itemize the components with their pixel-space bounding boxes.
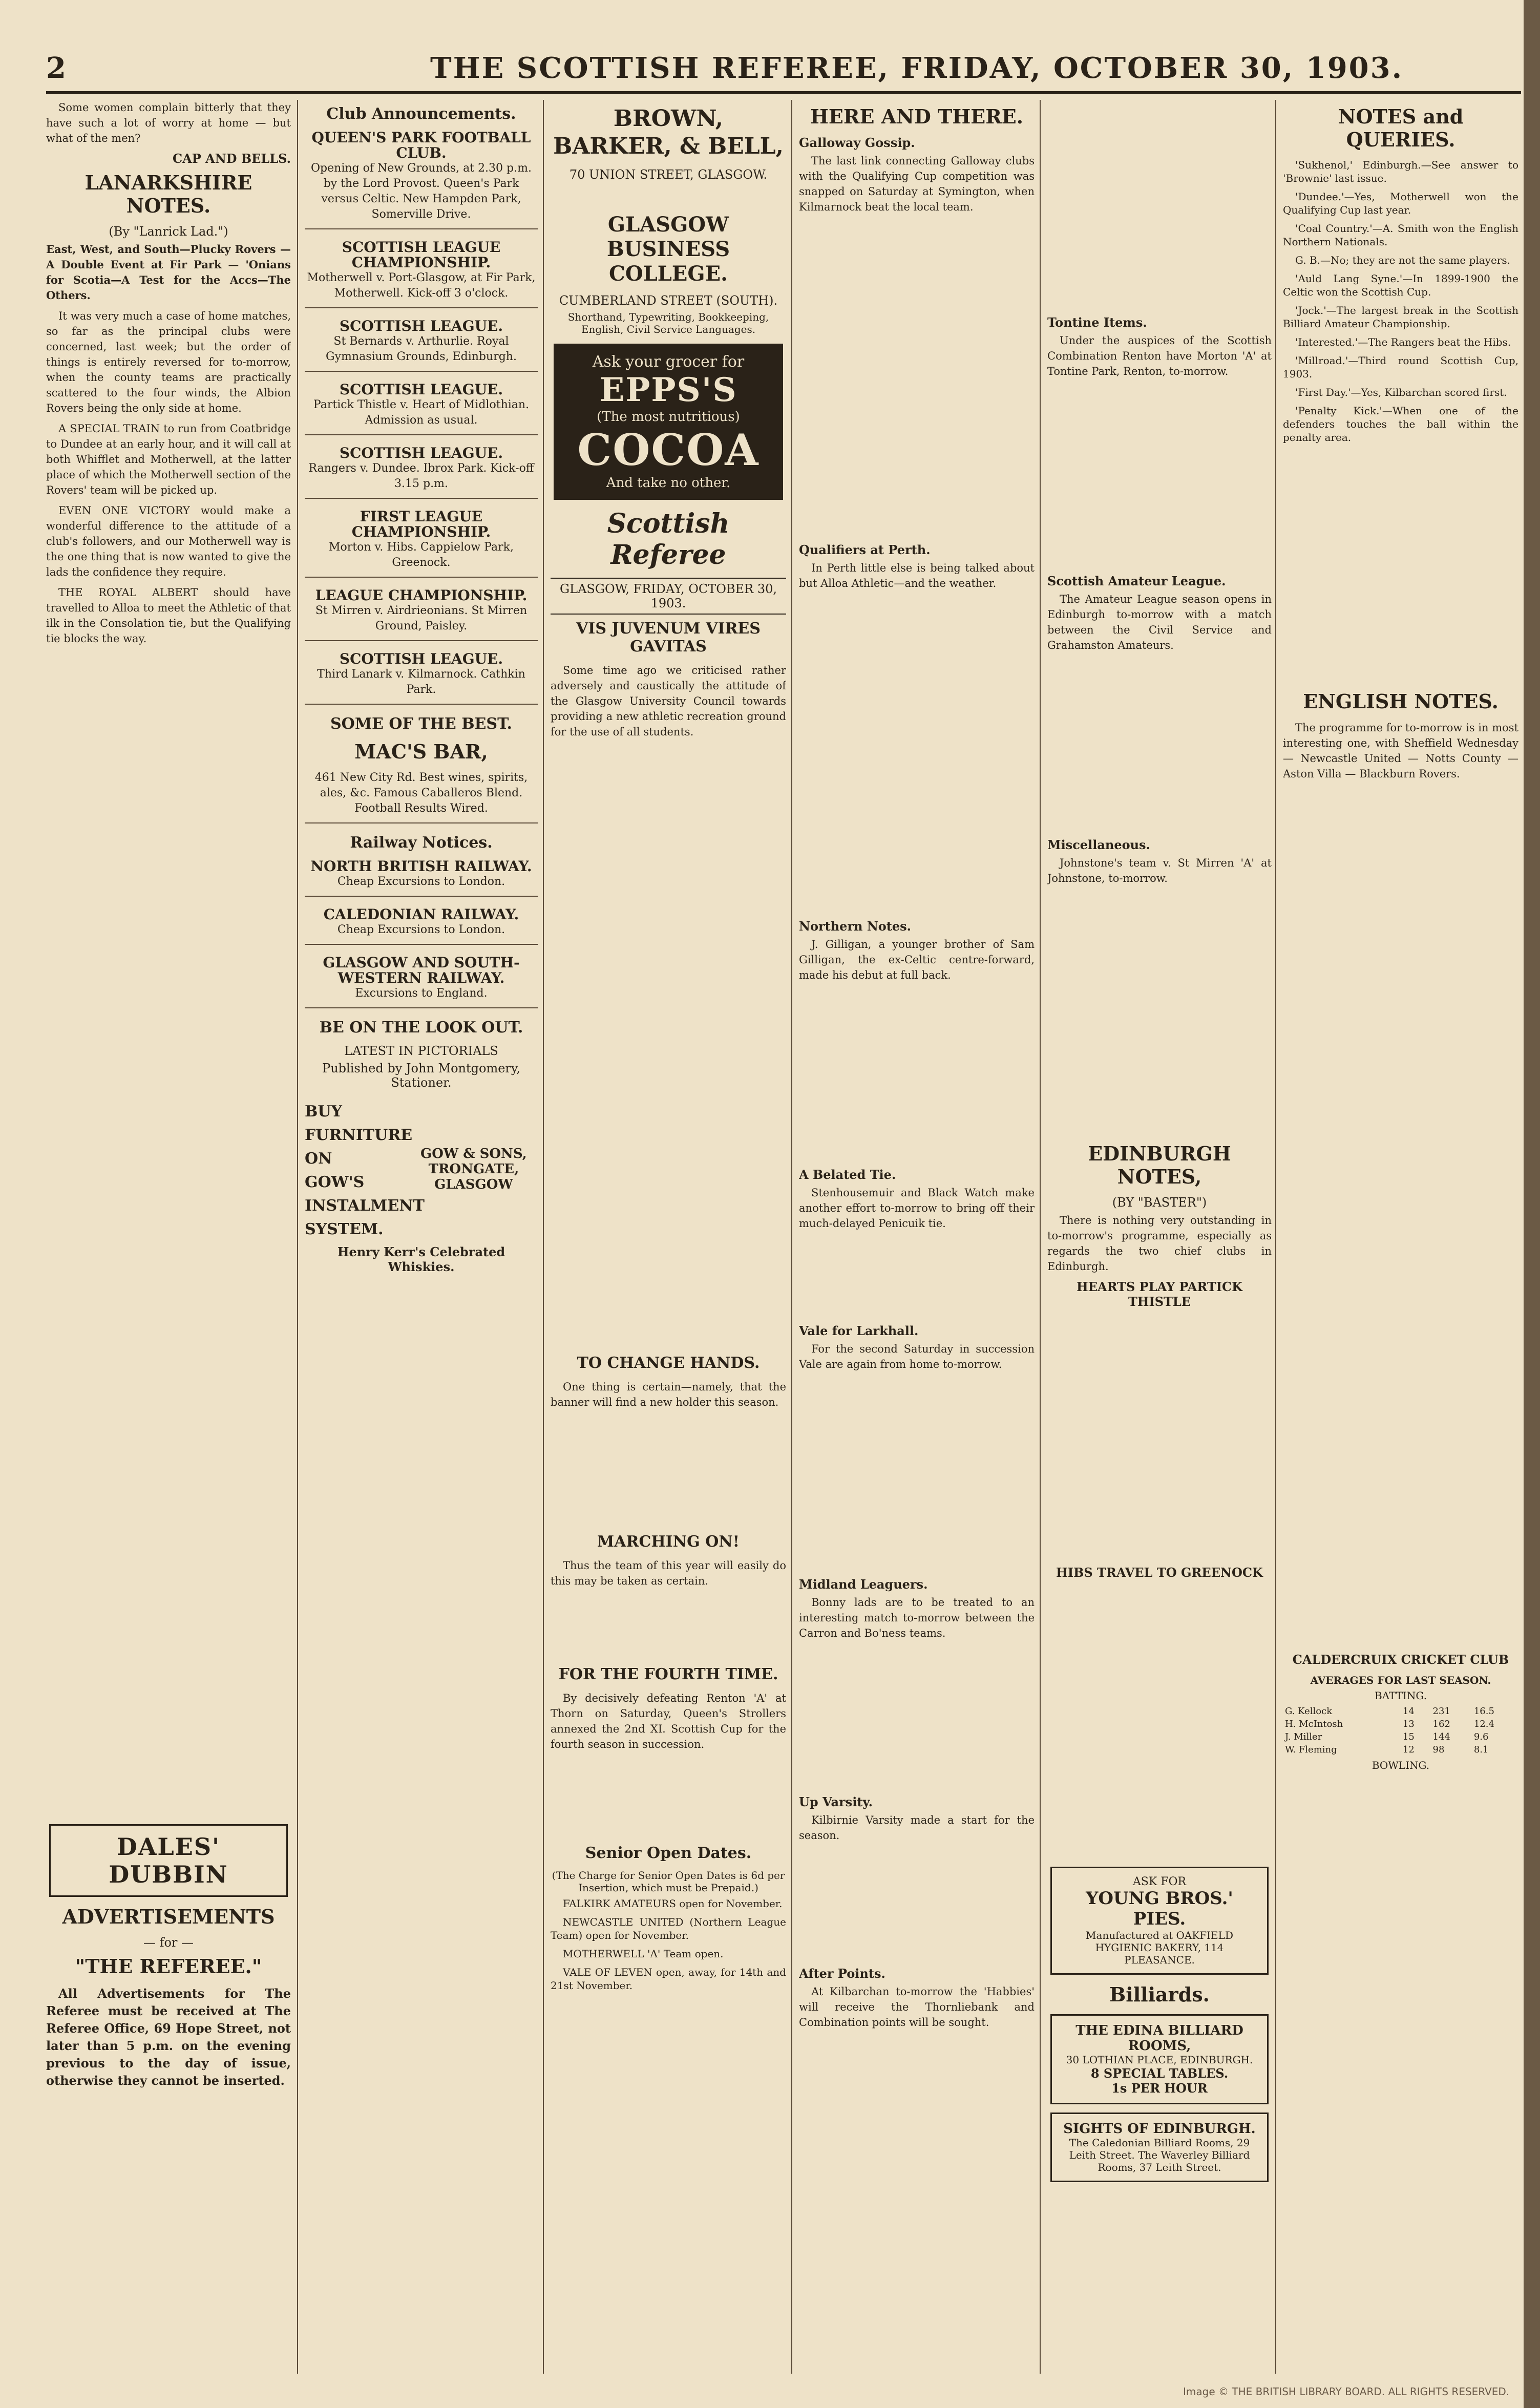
intro-text: Some women complain bitterly that they have such a lot of worry at home — but what of the men?	[46, 101, 291, 144]
gow-ad	[305, 1100, 538, 1241]
edina-address: 30 LOTHIAN PLACE, EDINBURGH.	[1066, 2054, 1253, 2066]
column-rule	[1040, 100, 1041, 2374]
brown-address: 70 UNION STREET, GLASGOW.	[569, 167, 768, 182]
club-notice	[305, 446, 538, 499]
club-notice	[305, 240, 538, 308]
railway-notice-name: GLASGOW AND SOUTH-WESTERN RAILWAY.	[323, 954, 520, 986]
section-text: The last link connecting Galloway clubs with the Qualifying Cup competition was snapped on Saturday at Symington, when Kilmarnock beat the local team.	[799, 155, 1035, 213]
club-notice-text: Motherwell v. Port-Glasgow, at Fir Park, Motherwell. Kick-off 3 o'clock.	[307, 271, 536, 300]
table-row	[1283, 1705, 1518, 1718]
club-notice-name: SCOTTISH LEAGUE CHAMPIONSHIP.	[342, 239, 501, 271]
macs-bar-title: MAC'S BAR,	[354, 740, 488, 763]
cocoa-word: COCOA	[577, 425, 760, 475]
railway-notice	[305, 907, 538, 945]
club-notice-text: St Mirren v. Airdrieonians. St Mirren Ground, Paisley.	[315, 604, 528, 632]
some-of-the-best: SOME OF THE BEST.	[330, 715, 512, 733]
column-rule	[297, 100, 298, 2374]
vis-juvenum-title: VIS JUVENUM VIRES GAVITAS	[576, 620, 761, 656]
pictorials-title: LATEST IN PICTORIALS	[344, 1044, 498, 1058]
brown-barker-bell: BROWN, BARKER, & BELL,	[553, 105, 784, 159]
runs: 231	[1432, 1706, 1450, 1717]
buy-word: INSTALMENT	[305, 1197, 425, 1215]
query-item: 'Millroad.'—Third round Scottish Cup, 1903.	[1283, 354, 1518, 380]
section-text: Johnstone's team v. St Mirren 'A' at Johnstone, to-morrow.	[1047, 857, 1272, 884]
club-notice-text: Third Lanark v. Kilmarnock. Cathkin Park.	[317, 668, 525, 696]
section-heading: Qualifiers at Perth.	[799, 542, 931, 557]
scottish-referee-logo: Scottish Referee	[607, 508, 730, 571]
query-item: 'Sukhenol,' Edinburgh.—See answer to 'Brownie' last issue.	[1283, 159, 1518, 184]
average: 12.4	[1473, 1719, 1494, 1729]
kerr-whiskies: Henry Kerr's Celebrated Whiskies.	[337, 1244, 505, 1274]
club-notice-text: St Bernards v. Arthurlie. Royal Gymnasium Grounds, Edinburgh.	[326, 335, 517, 363]
batting-title: BATTING.	[1374, 1689, 1427, 1702]
edinburgh-byline: (BY "BASTER")	[1112, 1195, 1207, 1210]
column-2	[305, 100, 538, 2374]
club-notice	[305, 651, 538, 705]
section-heading: Miscellaneous.	[1047, 837, 1150, 852]
macs-bar-text: 461 New City Rd. Best wines, spirits, ales, &c. Famous Caballeros Blend. Football Results Wired.	[305, 770, 538, 823]
edinburgh-text: There is nothing very outstanding in to-morrow's programme, especially as regards the two chief clubs in Edinburgh.	[1047, 1214, 1272, 1273]
advertisements-title: ADVERTISEMENTS	[62, 1905, 275, 1928]
section-text: J. Gilligan, a younger brother of Sam Gilligan, the ex-Celtic centre-forward, made his debut at full back.	[799, 938, 1035, 981]
table-row	[1283, 1743, 1518, 1756]
lanarkshire-para: It was very much a case of home matches, so far as the principal clubs were concerned, last week; but the order of things is entirely reversed for to-morrow, when the county teams are practically scattered to the four winds, the Albion Rovers being the only side at home.	[46, 310, 291, 414]
senior-item: MOTHERWELL 'A' Team open.	[563, 1948, 724, 1960]
notes-queries-title: NOTES and QUERIES.	[1338, 105, 1464, 151]
lanarkshire-para: A SPECIAL TRAIN to run from Coatbridge to Dundee at an early hour, and it will call at both Whifflet and Motherwell, at the latter place of which the Motherwell section of the Rovers' team will be picked up.	[46, 423, 291, 496]
senior-item: NEWCASTLE UNITED (Northern League Team) open for November.	[551, 1916, 786, 1941]
column-rule	[791, 100, 792, 2374]
railway-notices-title: Railway Notices.	[350, 834, 493, 852]
billiards-title: Billiards.	[1109, 1983, 1210, 2006]
club-notice	[305, 509, 538, 578]
query-item: G. B.—No; they are not the same players.	[1295, 254, 1510, 266]
club-notice	[305, 382, 538, 435]
change-hands-text: One thing is certain—namely, that the banner will find a new holder this season.	[551, 1381, 786, 1408]
lanarkshire-byline: (By "Lanrick Lad.")	[109, 224, 228, 239]
vis-juvenum-text: Some time ago we criticised rather adversely and caustically the attitude of the Glasgow University Council towards providing a new athletic recreation ground for the use of all students.	[551, 664, 786, 738]
club-notice	[305, 130, 538, 229]
query-item: 'Interested.'—The Rangers beat the Hibs.	[1295, 336, 1511, 348]
pies-text: Manufactured at OAKFIELD HYGIENIC BAKERY, 114 PLEASANCE.	[1086, 1929, 1233, 1966]
query-item: 'Dundee.'—Yes, Motherwell won the Qualifying Cup last year.	[1283, 191, 1518, 216]
section-heading: After Points.	[799, 1966, 885, 1981]
montgomery-text: Published by John Montgomery, Stationer.	[322, 1061, 520, 1090]
marching-text: Thus the team of this year will easily do this may be taken as certain.	[551, 1559, 786, 1587]
column-4	[799, 100, 1035, 2374]
cocoa-sub: And take no other.	[606, 475, 731, 491]
table-row	[1283, 1730, 1518, 1743]
cap-and-bells: CAP AND BELLS.	[172, 151, 291, 166]
gow-sons: GOW & SONS, TRONGATE, GLASGOW	[420, 1146, 527, 1192]
innings: 12	[1402, 1744, 1415, 1755]
section-text: Under the auspices of the Scottish Combination Renton have Morton 'A' at Tontine Park, Renton, to-morrow.	[1047, 334, 1272, 377]
average: 16.5	[1473, 1706, 1494, 1717]
railway-notice	[305, 955, 538, 1008]
college-address: CUMBERLAND STREET (SOUTH).	[559, 293, 778, 308]
caldercruix-title: CALDERCRUIX CRICKET CLUB	[1292, 1652, 1509, 1667]
column-1	[46, 100, 291, 2374]
player-name: G. Kellock	[1285, 1706, 1333, 1717]
player-name: W. Fleming	[1285, 1744, 1337, 1755]
buy-word: SYSTEM.	[305, 1220, 384, 1238]
dales-dubbin-ad	[49, 1824, 288, 1897]
fourth-time-text: By decisively defeating Renton 'A' at Thorn on Saturday, Queen's Strollers annexed the 2nd XI. Scottish Cup for the fourth season in succession.	[551, 1692, 786, 1750]
senior-sub: (The Charge for Senior Open Dates is 6d per Insertion, which must be Prepaid.)	[552, 1869, 785, 1894]
young-bros-pies-ad	[1050, 1867, 1269, 1975]
section-heading: Galloway Gossip.	[799, 135, 915, 150]
innings: 14	[1402, 1706, 1415, 1717]
column-6	[1283, 100, 1518, 2374]
averages-title: AVERAGES FOR LAST SEASON.	[1310, 1674, 1491, 1686]
innings: 13	[1402, 1719, 1415, 1729]
to-change-hands: TO CHANGE HANDS.	[577, 1354, 760, 1372]
query-item: 'Auld Lang Syne.'—In 1899-1900 the Celtic won the Scottish Cup.	[1283, 272, 1518, 298]
section-heading: Tontine Items.	[1047, 315, 1147, 330]
dateline: GLASGOW, FRIDAY, OCTOBER 30, 1903.	[551, 578, 786, 615]
club-notice-text: Partick Thistle v. Heart of Midlothian. Admission as usual.	[313, 398, 530, 427]
page-edge	[1524, 0, 1540, 2408]
averages-table	[1283, 1705, 1518, 1756]
club-notice-text: Opening of New Grounds, at 2.30 p.m. by the Lord Provost. Queen's Park versus Celtic. New Hampden Park, Somerville Drive.	[311, 162, 532, 221]
masthead-rule	[46, 91, 1521, 94]
club-notice-name: FIRST LEAGUE CHAMPIONSHIP.	[351, 508, 491, 540]
column-3	[551, 100, 786, 2374]
section-heading: Scottish Amateur League.	[1047, 574, 1226, 588]
senior-item: VALE OF LEVEN open, away, for 14th and 21st November.	[551, 1966, 786, 1992]
advertisements-for: — for —	[143, 1935, 194, 1950]
club-notice	[305, 588, 538, 641]
buy-furniture-list	[305, 1100, 425, 1241]
advertisement-notice: All Advertisements for The Referee must be received at The Referee Office, 69 Hope Street, not later than 5 p.m. on the evening previous to the day of issue, otherwise they cannot be inserted.	[46, 1986, 291, 2088]
edinburgh-notes-title: EDINBURGH NOTES,	[1088, 1142, 1231, 1188]
club-notice-name: SCOTTISH LEAGUE.	[339, 445, 503, 461]
buy-word: FURNITURE	[305, 1126, 413, 1144]
edina-name: THE EDINA BILLIARD ROOMS,	[1075, 2023, 1243, 2054]
club-notice-name: QUEEN'S PARK FOOTBALL CLUB.	[311, 129, 531, 161]
senior-item: FALKIRK AMATEURS open for November.	[563, 1897, 783, 1910]
section-heading: Up Varsity.	[799, 1794, 873, 1809]
innings: 15	[1402, 1731, 1415, 1742]
average: 8.1	[1473, 1744, 1489, 1755]
railway-notice-name: NORTH BRITISH RAILWAY.	[310, 858, 532, 875]
column-rule	[543, 100, 544, 2374]
player-name: J. Miller	[1285, 1731, 1322, 1742]
edina-rate: 1s PER HOUR	[1111, 2081, 1208, 2096]
railway-notice	[305, 859, 538, 897]
edinburgh-subhead: HEARTS PLAY PARTICK THISTLE	[1077, 1279, 1242, 1309]
section-text: In Perth little else is being talked about but Alloa Athletic—and the weather.	[799, 562, 1035, 589]
epps-ask: Ask your grocer for	[592, 353, 745, 371]
glasgow-business-college: GLASGOW BUSINESS COLLEGE.	[606, 213, 730, 286]
page-number: 2	[46, 51, 66, 85]
lanarkshire-headline: East, West, and South—Plucky Rovers — A Double Event at Fir Park — 'Onians for Scotia—A Test for the Accs—The Others.	[46, 243, 291, 302]
senior-open-dates: Senior Open Dates.	[585, 1844, 752, 1862]
epps-cocoa-ad	[554, 344, 783, 500]
query-item: 'Coal Country.'—A. Smith won the English Northern Nationals.	[1283, 222, 1518, 248]
buy-word: ON	[305, 1150, 332, 1168]
club-notice-name: LEAGUE CHAMPIONSHIP.	[315, 587, 528, 604]
buy-word: GOW'S	[305, 1173, 365, 1191]
railway-notice-text: Cheap Excursions to London.	[337, 923, 505, 936]
railway-notice-name: CALEDONIAN RAILWAY.	[323, 906, 519, 923]
section-text: At Kilbarchan to-morrow the 'Habbies' will receive the Thornliebank and Combination points will be sought.	[799, 1985, 1035, 2029]
fourth-time: FOR THE FOURTH TIME.	[558, 1665, 778, 1683]
masthead	[46, 51, 1521, 87]
english-notes-title: ENGLISH NOTES.	[1303, 690, 1499, 713]
pies-name: YOUNG BROS.' PIES.	[1086, 1888, 1233, 1929]
table-row	[1283, 1718, 1518, 1730]
section-heading: Midland Leaguers.	[799, 1577, 928, 1592]
copyright-notice: Image © THE BRITISH LIBRARY BOARD. ALL RIGHTS RESERVED.	[1183, 2385, 1510, 2398]
sights-ad	[1050, 2113, 1269, 2182]
section-text: For the second Saturday in succession Vale are again from home to-morrow.	[799, 1343, 1035, 1370]
ask-for: ASK FOR	[1132, 1875, 1187, 1888]
section-heading: A Belated Tie.	[799, 1167, 896, 1182]
club-notice-name: SCOTTISH LEAGUE.	[339, 381, 503, 398]
runs: 98	[1432, 1744, 1445, 1755]
section-heading: Vale for Larkhall.	[799, 1323, 919, 1338]
look-out-title: BE ON THE LOOK OUT.	[319, 1019, 523, 1037]
edina-tables: 8 SPECIAL TABLES.	[1090, 2066, 1229, 2081]
club-notice-name: SCOTTISH LEAGUE.	[339, 650, 503, 667]
epps-sub: (The most nutritious)	[597, 409, 740, 425]
edinburgh-subhead: HIBS TRAVEL TO GREENOCK	[1056, 1565, 1263, 1580]
club-notice-text: Rangers v. Dundee. Ibrox Park. Kick-off 3.15 p.m.	[308, 462, 534, 490]
runs: 144	[1432, 1731, 1450, 1742]
dales-dubbin-name: DALES' DUBBIN	[109, 1833, 228, 1888]
buy-word: BUY	[305, 1103, 342, 1121]
query-item: 'First Day.'—Yes, Kilbarchan scored first.	[1295, 386, 1507, 398]
club-notice	[305, 319, 538, 372]
the-referee-title: "THE REFEREE."	[75, 1955, 262, 1978]
query-item: 'Jock.'—The largest break in the Scottish Billiard Amateur Championship.	[1283, 304, 1518, 330]
player-name: H. McIntosh	[1285, 1719, 1343, 1729]
college-subjects: Shorthand, Typewriting, Bookkeeping, English, Civil Service Languages.	[567, 311, 769, 335]
sights-title: SIGHTS OF EDINBURGH.	[1063, 2121, 1256, 2137]
lanarkshire-title: LANARKSHIRE NOTES.	[85, 171, 252, 217]
club-notice-name: SCOTTISH LEAGUE.	[339, 318, 503, 334]
marching-on: MARCHING ON!	[597, 1533, 740, 1551]
section-text: Bonny lads are to be treated to an interesting match to-morrow between the Carron and Bo'ness teams.	[799, 1596, 1035, 1639]
section-heading: Northern Notes.	[799, 919, 912, 934]
edina-billiard-ad	[1050, 2014, 1269, 2104]
sights-text: The Caledonian Billiard Rooms, 29 Leith Street. The Waverley Billiard Rooms, 37 Leith Street.	[1069, 2137, 1250, 2173]
lanarkshire-para: THE ROYAL ALBERT should have travelled to Alloa to meet the Athletic of that ilk in the Consolation tie, but the Qualifying tie blocks the way.	[46, 586, 291, 645]
query-item: 'Penalty Kick.'—When one of the defenders touches the ball within the penalty area.	[1283, 405, 1518, 443]
club-announcements-title: Club Announcements.	[326, 105, 516, 123]
here-and-there-title: HERE AND THERE.	[810, 105, 1023, 128]
runs: 162	[1432, 1719, 1450, 1729]
column-rule	[1275, 100, 1276, 2374]
section-text: Kilbirnie Varsity made a start for the season.	[799, 1814, 1035, 1842]
epps-name: EPPS'S	[599, 371, 737, 409]
newspaper-title: THE SCOTTISH REFEREE, FRIDAY, OCTOBER 30, 1903.	[430, 51, 1404, 85]
railway-notice-text: Excursions to England.	[355, 987, 488, 1000]
column-5	[1047, 100, 1272, 2374]
bowling-title: BOWLING.	[1372, 1759, 1430, 1771]
lanarkshire-para: EVEN ONE VICTORY would make a wonderful difference to the attitude of a club's followers, and our Motherwell way is the one thing that is now wanted to give the lads the confidence they require.	[46, 504, 291, 578]
average: 9.6	[1473, 1731, 1489, 1742]
section-text: The Amateur League season opens in Edinburgh to-morrow with a match between the Civil Service and Grahamston Amateurs.	[1047, 593, 1272, 651]
railway-notice-text: Cheap Excursions to London.	[337, 875, 505, 888]
section-text: Stenhousemuir and Black Watch make another effort to-morrow to bring off their much-delayed Penicuik tie.	[799, 1187, 1035, 1230]
club-notice-text: Morton v. Hibs. Cappielow Park, Greenock.	[329, 541, 514, 569]
english-notes-text: The programme for to-morrow is in most interesting one, with Sheffield Wednesday — Newcastle United — Notts County — Aston Villa — Blackburn Rovers.	[1283, 722, 1518, 780]
